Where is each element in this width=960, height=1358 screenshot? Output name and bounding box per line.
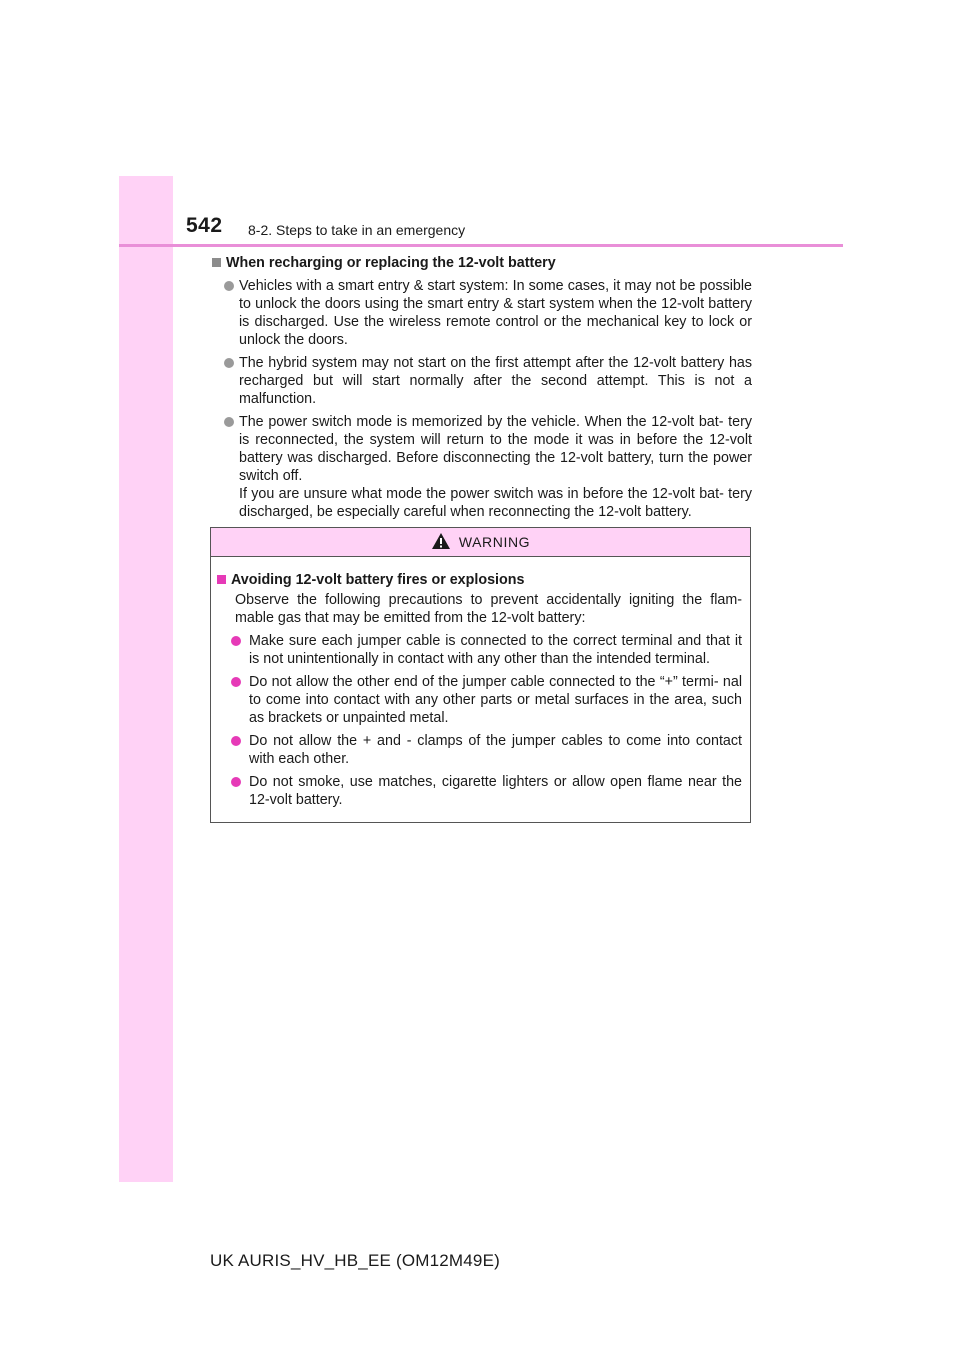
warning-list-item xyxy=(217,632,742,668)
list-item-text: The hybrid system may not start on the first attempt after the 12-volt battery has recharged but will start normally after the second attempt. This is not a malfunction. xyxy=(239,355,752,407)
warning-list-item xyxy=(217,773,742,809)
warning-heading-text: Avoiding 12-volt battery fires or explosions xyxy=(231,572,525,588)
warning-box xyxy=(210,527,751,823)
page-header xyxy=(186,214,846,244)
list-item xyxy=(210,277,752,349)
circle-bullet-icon xyxy=(224,358,234,368)
warning-intro: Observe the following precautions to prevent accidentally igniting the flam- mable gas that may be emitted from the 12-volt battery: xyxy=(235,592,742,626)
warning-list-item-text: Do not allow the + and - clamps of the jumper cables to come into contact with each other. xyxy=(249,733,742,767)
warning-header xyxy=(211,528,750,557)
warning-list-item-text: Do not allow the other end of the jumper cable connected to the “+” termi- nal to come into contact with any other parts or metal surfaces in the area, such as brackets or unpainted metal. xyxy=(249,674,742,726)
warning-list-item-text: Make sure each jumper cable is connected to the correct terminal and that it is not unintentionally in contact with any other than the intended terminal. xyxy=(249,633,742,667)
circle-bullet-icon xyxy=(231,677,241,687)
list-item xyxy=(210,354,752,408)
circle-bullet-icon xyxy=(231,736,241,746)
warning-list-item xyxy=(217,732,742,768)
warning-heading xyxy=(217,571,742,589)
circle-bullet-icon xyxy=(231,777,241,787)
warning-list-item xyxy=(217,673,742,727)
warning-triangle-icon xyxy=(431,532,451,550)
square-bullet-icon xyxy=(212,258,221,267)
page-number: 542 xyxy=(186,214,223,237)
footer-model-code: UK AURIS_HV_HB_EE (OM12M49E) xyxy=(210,1251,500,1270)
circle-bullet-icon xyxy=(231,636,241,646)
warning-body xyxy=(211,557,750,809)
list-item xyxy=(210,413,752,521)
section-heading-text: When recharging or replacing the 12-volt battery xyxy=(226,255,556,271)
list-item-text: Vehicles with a smart entry & start system: In some cases, it may not be possible to unlock the doors using the smart entry & start system when the 12-volt battery is discharged. Use the wireless remote control or the mechanical key to lock or unlock the doors. xyxy=(239,278,752,348)
side-margin-strip xyxy=(119,176,173,1182)
section-heading xyxy=(210,254,752,272)
list-item-text: The power switch mode is memorized by the vehicle. When the 12-volt bat- tery is reconnected, the system will return to the mode it was in before the 12-volt battery was discharged. Before disconnecting the 12-volt battery, turn the power switch off. xyxy=(239,414,752,484)
warning-list-item-text: Do not smoke, use matches, cigarette lighters or allow open flame near the 12-volt battery. xyxy=(249,774,742,808)
circle-bullet-icon xyxy=(224,417,234,427)
list-item-continuation: If you are unsure what mode the power switch was in before the 12-volt bat- tery discharged, be especially careful when reconnecting the 12-volt battery. xyxy=(239,486,752,520)
warning-label: WARNING xyxy=(458,534,531,550)
main-content xyxy=(210,254,752,526)
square-bullet-icon xyxy=(217,575,226,584)
circle-bullet-icon xyxy=(224,281,234,291)
chapter-title: 8-2. Steps to take in an emergency xyxy=(248,222,466,238)
header-rule xyxy=(119,244,843,247)
